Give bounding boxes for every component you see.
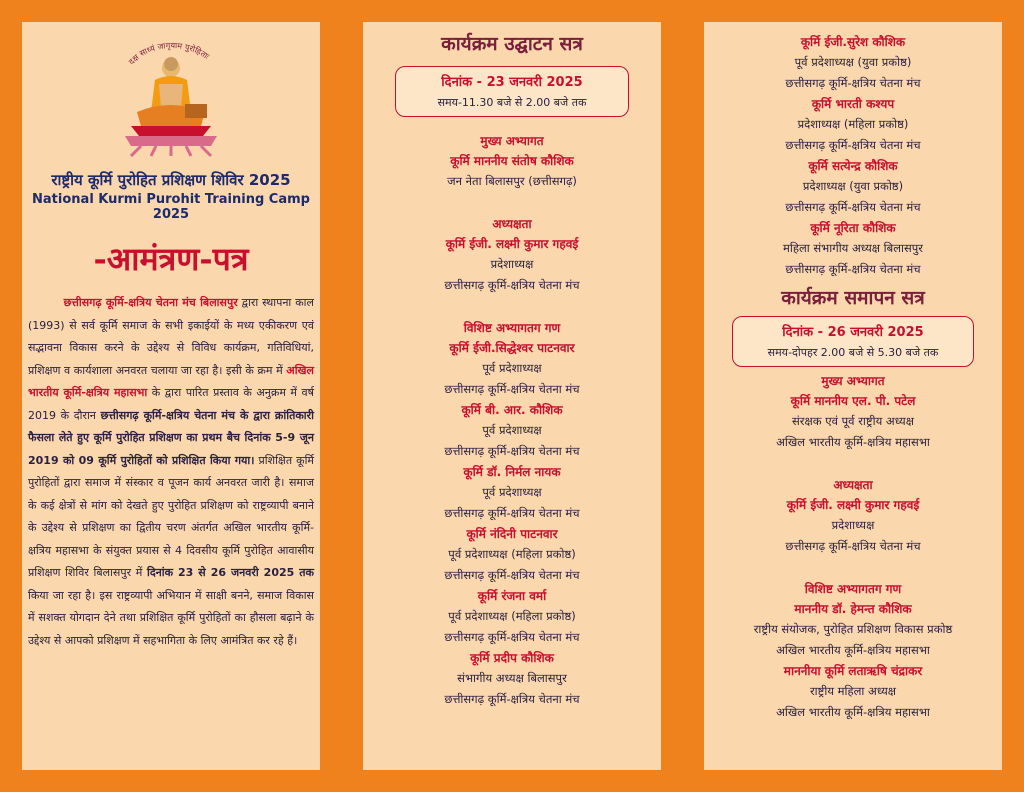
right-panel <box>704 22 1002 770</box>
inaugural-session-title: कार्यक्रम उद्घाटन सत्र <box>441 33 583 55</box>
guest-org: छत्तीसगढ़ कूर्मि-क्षत्रिय चेतना मंच <box>444 382 580 396</box>
chief-guest-header: मुख्य अभ्यागत <box>821 374 885 388</box>
special-guest <box>363 338 661 400</box>
chief-guest-name: कूर्मि माननीय एल. पी. पटेल <box>790 394 916 408</box>
guest-name: माननीया कूर्मि लताऋषि चंद्राकर <box>783 664 923 678</box>
guest-name: कूर्मि ईजी.सिद्धेश्वर पाटनवार <box>449 341 575 355</box>
guest-org: छत्तीसगढ़ कूर्मि-क्षत्रिय चेतना मंच <box>785 138 921 152</box>
guest-role: पूर्व प्रदेशाध्यक्ष (युवा प्रकोष्ठ) <box>794 55 912 69</box>
guest-org: छत्तीसगढ़ कूर्मि-क्षत्रिय चेतना मंच <box>444 506 580 520</box>
guest-role: पूर्व प्रदेशाध्यक्ष <box>482 485 542 499</box>
special-guest <box>363 648 661 710</box>
presidency-org: छत्तीसगढ़ कूर्मि-क्षत्रिय चेतना मंच <box>785 539 921 553</box>
svg-text:दक्ष साध्यं जागृयाम पुरोहिताः: दक्ष साध्यं जागृयाम पुरोहिताः <box>126 41 211 67</box>
camp-dates: दिनांक 23 से 26 जनवरी 2025 तक <box>146 566 314 579</box>
camp-title-english: National Kurmi Purohit Training Camp 2025 <box>32 192 310 222</box>
presidency-org: छत्तीसगढ़ कूर्मि-क्षत्रिय चेतना मंच <box>444 278 580 292</box>
guest-org: छत्तीसगढ़ कूर्मि-क्षत्रिय चेतना मंच <box>785 262 921 276</box>
special-guest <box>704 218 1002 280</box>
special-guest <box>363 400 661 462</box>
guest-role: राष्ट्रीय महिला अध्यक्ष <box>809 684 897 698</box>
purohit-emblem-icon <box>111 30 231 158</box>
guest-name: माननीय डॉ. हेमन्त कौशिक <box>794 602 912 616</box>
presidency-role: प्रदेशाध्यक्ष <box>490 257 534 271</box>
special-guest <box>363 462 661 524</box>
chief-guest-name: कूर्मि माननीय संतोष कौशिक <box>450 154 574 168</box>
guest-org: अखिल भारतीय कूर्मि-क्षत्रिय महासभा <box>776 705 930 719</box>
inaugural-time: समय-11.30 बजे से 2.00 बजे तक <box>437 96 587 109</box>
guest-role: पूर्व प्रदेशाध्यक्ष (महिला प्रकोष्ठ) <box>448 609 576 623</box>
guest-role: पूर्व प्रदेशाध्यक्ष <box>482 423 542 437</box>
guest-name: कूर्मि रंजना वर्मा <box>477 589 547 603</box>
guest-name: कूर्मि भारती कश्यप <box>811 97 895 111</box>
presidency-header: अध्यक्षता <box>833 478 873 492</box>
guest-role: प्रदेशाध्यक्ष (युवा प्रकोष्ठ) <box>802 179 904 193</box>
presidency-role: प्रदेशाध्यक्ष <box>831 518 875 532</box>
closing-date-box <box>732 316 974 367</box>
invitation-paragraph: छत्तीसगढ़ कूर्मि-क्षत्रिय चेतना मंच बिलासपुर द्वारा स्थापना काल (1993) से सर्व कूर्मि समाज के सभी इकाईयों के मध्य एकीकरण एवं सद्भावना विकास करने के उद्देश्य से विविध कार्यक्रम, गतिविधियां, प्रशिक्षण व कार्यशाला अनवरत चलाया जा रहा है। इसी के क्रम में अखिल भारतीय कूर्मि-क्षत्रिय महासभा के द्वारा पारित प्रस्ताव के अनुक्रम में वर्ष 2019 के दौरान छत्तीसगढ़ कूर्मि-क्षत्रिय चेतना मंच के द्वारा क्रांतिकारी फैसला लेते हुए कूर्मि पुरोहित प्रशिक्षण का प्रथम बैच दिनांक 5-9 जून 2019 को 09 कूर्मि पुरोहितों को प्रशिक्षित किया गया। प्रशिक्षित कूर्मि पुरोहितों द्वारा समाज में संस्कार व पूजन कार्य अनवरत जारी है। समाज के कई क्षेत्रों से मांग को देखते हुए पुरोहित प्रशिक्षण को राष्ट्रव्यापी बनाने के उद्देश्य से प्रशिक्षण का द्वितीय चरण अंतर्गत अखिल भारतीय कूर्मि-क्षत्रिय महासभा के संयुक्त प्रयास से 4 दिवसीय कूर्मि पुरोहित आवासीय प्रशिक्षण शिविर बिलासपुर में दिनांक 23 से 26 जनवरी 2025 तक किया जा रहा है। इस राष्ट्रव्यापी अभियान में साक्षी बनने, समाज विकास में सशक्त योगदान देने तथा प्रशिक्षित कूर्मि पुरोहितों का हौसला बढ़ाने के उद्देश्य से आपको प्रशिक्षण में सहभागिता के लिए आमंत्रित कर रहे हैं। <box>28 296 315 647</box>
guest-role: पूर्व प्रदेशाध्यक्ष (महिला प्रकोष्ठ) <box>448 547 576 561</box>
chief-guest-desc: जन नेता बिलासपुर (छत्तीसगढ़) <box>447 174 577 188</box>
chief-guest-role: संरक्षक एवं पूर्व राष्ट्रीय अध्यक्ष <box>792 414 914 428</box>
guest-org: छत्तीसगढ़ कूर्मि-क्षत्रिय चेतना मंच <box>785 76 921 90</box>
guest-role: राष्ट्रीय संयोजक, पुरोहित प्रशिक्षण विकास प्रकोष्ठ <box>753 622 953 636</box>
middle-panel <box>363 22 661 770</box>
guest-org: अखिल भारतीय कूर्मि-क्षत्रिय महासभा <box>776 643 930 657</box>
closing-date: दिनांक - 26 जनवरी 2025 <box>782 325 924 340</box>
guest-role: प्रदेशाध्यक्ष (महिला प्रकोष्ठ) <box>797 117 909 131</box>
closing-session-title: कार्यक्रम समापन सत्र <box>781 287 925 309</box>
guest-org: छत्तीसगढ़ कूर्मि-क्षत्रिय चेतना मंच <box>444 692 580 706</box>
guest-role: पूर्व प्रदेशाध्यक्ष <box>482 361 542 375</box>
guest-name: कूर्मि नंदिनी पाटनवार <box>466 527 558 541</box>
special-guest <box>363 586 661 648</box>
presidency-name: कूर्मि ईजी. लक्ष्मी कुमार गहवई <box>786 498 920 512</box>
mahasabha-name: अखिल भारतीय कूर्मि-क्षत्रिय महासभा <box>28 363 315 399</box>
bold-statement: छत्तीसगढ़ कूर्मि-क्षत्रिय चेतना मंच के द्वारा क्रांतिकारी फैसला लेते हुए कूर्मि पुरोहित प्रशिक्षण का प्रथम बैच दिनांक 5-9 जून 2019 को 09 कूर्मि पुरोहितों को प्रशिक्षित किया गया। <box>28 408 314 467</box>
special-guest <box>363 524 661 586</box>
organisation-name: छत्तीसगढ़ कूर्मि-क्षत्रिय चेतना मंच बिलासपुर <box>63 296 238 309</box>
chief-guest-header: मुख्य अभ्यागत <box>480 134 544 148</box>
guest-role: महिला संभागीय अध्यक्ष बिलासपुर <box>782 241 924 255</box>
special-guest <box>704 94 1002 156</box>
guest-name: कूर्मि बी. आर. कौशिक <box>461 403 563 417</box>
left-panel <box>22 22 320 770</box>
camp-title-hindi: राष्ट्रीय कूर्मि पुरोहित प्रशिक्षण शिविर 2025 <box>51 171 291 189</box>
guest-name: कूर्मि प्रदीप कौशिक <box>470 651 554 665</box>
guest-name: कूर्मि ईजी.सुरेश कौशिक <box>800 35 906 49</box>
guest-name: कूर्मि डॉ. निर्मल नायक <box>463 465 561 479</box>
special-guest <box>704 32 1002 94</box>
special-guests-header: विशिष्ट अभ्यागतग गण <box>804 582 902 596</box>
closing-time: समय-दोपहर 2.00 बजे से 5.30 बजे तक <box>767 346 939 359</box>
guest-name: कूर्मि नूरिता कौशिक <box>810 221 896 235</box>
guest-role: संभागीय अध्यक्ष बिलासपुर <box>457 671 567 685</box>
guest-org: छत्तीसगढ़ कूर्मि-क्षत्रिय चेतना मंच <box>444 630 580 644</box>
special-guests-header: विशिष्ट अभ्यागतग गण <box>463 321 561 335</box>
guest-org: छत्तीसगढ़ कूर्मि-क्षत्रिय चेतना मंच <box>444 568 580 582</box>
logo <box>22 30 320 160</box>
guest-name: कूर्मि सत्येन्द्र कौशिक <box>808 159 898 173</box>
presidency-name: कूर्मि ईजी. लक्ष्मी कुमार गहवई <box>445 237 579 251</box>
special-guest <box>704 156 1002 218</box>
guest-org: छत्तीसगढ़ कूर्मि-क्षत्रिय चेतना मंच <box>444 444 580 458</box>
guest-org: छत्तीसगढ़ कूर्मि-क्षत्रिय चेतना मंच <box>785 200 921 214</box>
presidency-header: अध्यक्षता <box>492 217 532 231</box>
invitation-heading: -आमंत्रण-पत्र <box>93 240 249 278</box>
inaugural-date: दिनांक - 23 जनवरी 2025 <box>441 75 583 90</box>
inaugural-date-box <box>395 66 629 117</box>
chief-guest-org: अखिल भारतीय कूर्मि-क्षत्रिय महासभा <box>776 435 930 449</box>
